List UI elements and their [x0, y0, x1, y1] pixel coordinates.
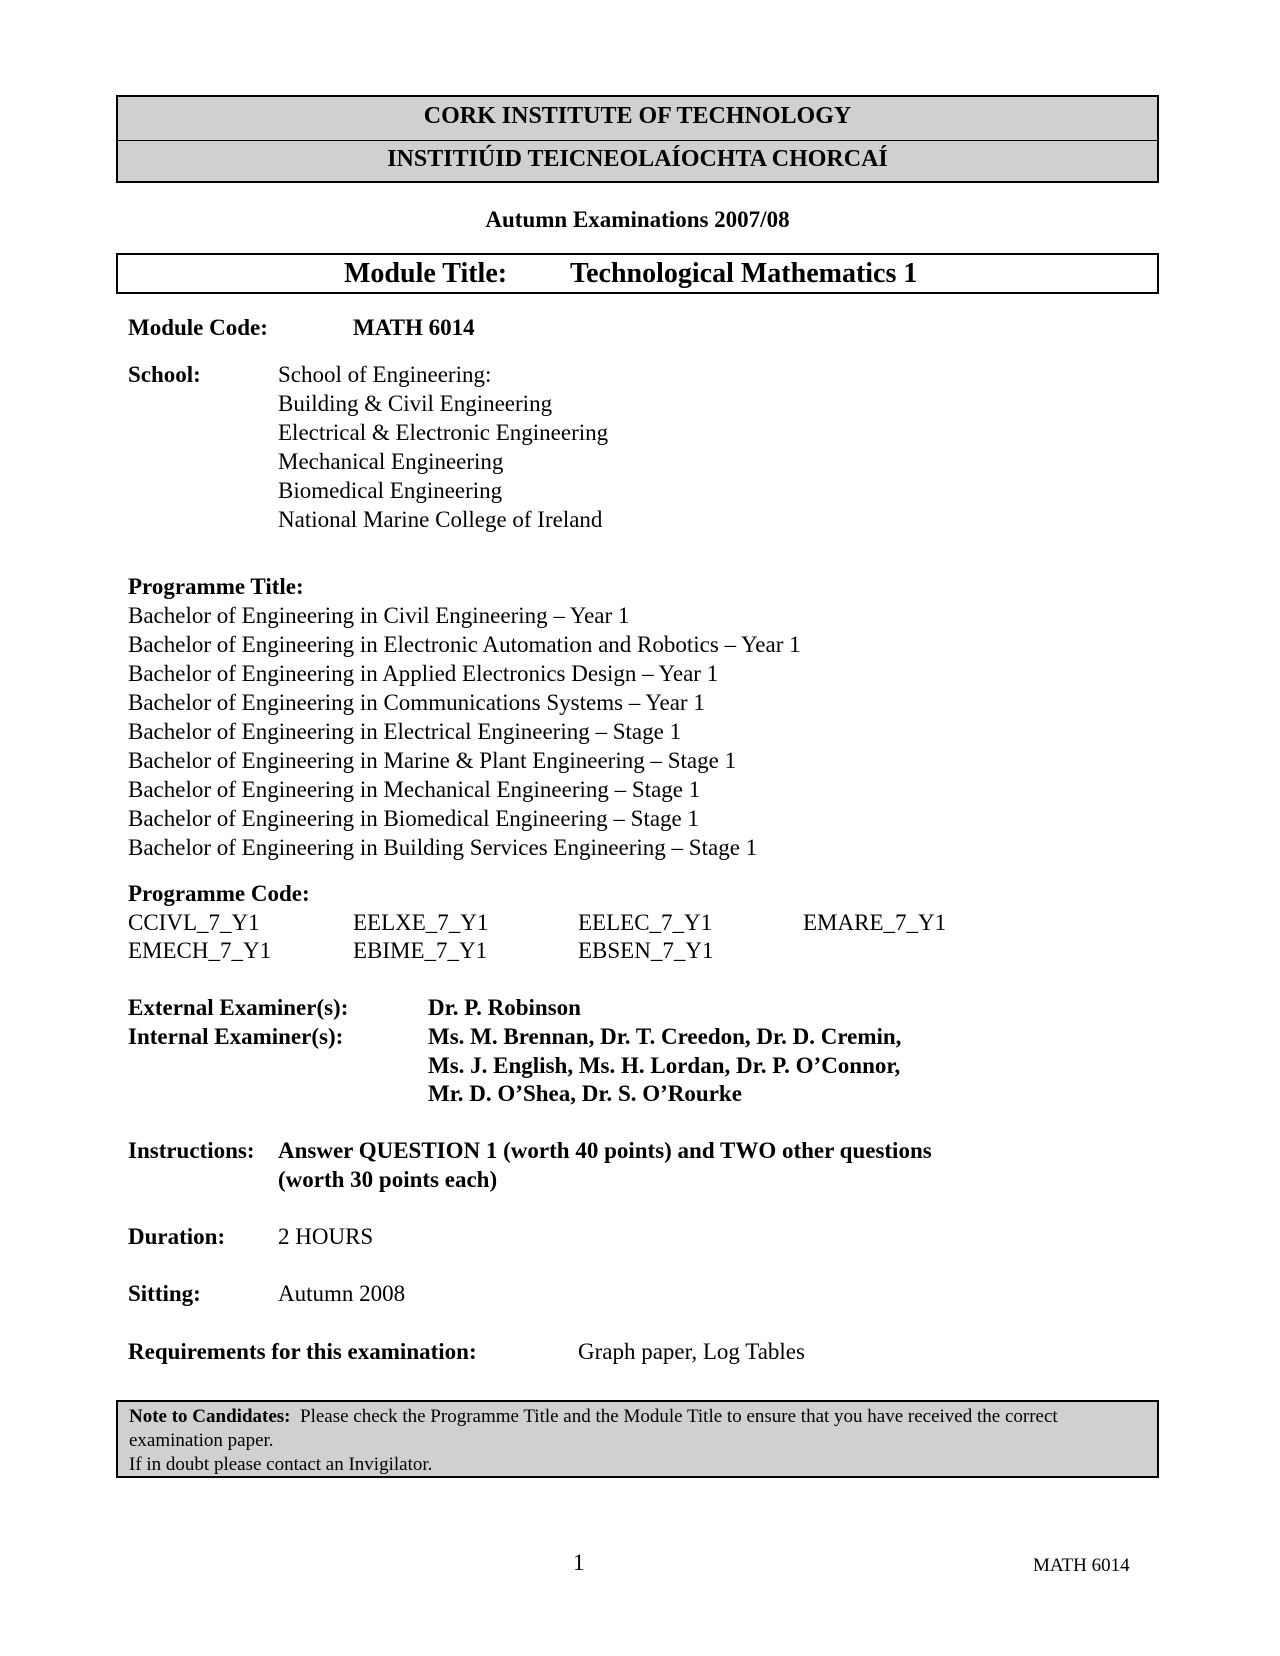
- sitting-label: Sitting:: [128, 1281, 201, 1306]
- note-text: [129, 1405, 1146, 1453]
- programme-title-list: [128, 601, 801, 862]
- programme-code-label: Programme Code:: [128, 881, 310, 906]
- external-examiner-label: External Examiner(s):: [128, 995, 349, 1020]
- programme-title-item: Bachelor of Engineering in Communications Systems – Year 1: [128, 690, 705, 715]
- programme-title-item: Bachelor of Engineering in Electronic Automation and Robotics – Year 1: [128, 632, 801, 657]
- page-number: 1: [573, 1550, 585, 1575]
- duration-label: Duration:: [128, 1224, 226, 1249]
- institute-name-irish: INSTITIÚID TEICNEOLAÍOCHTA CHORCAÍ: [387, 146, 888, 172]
- programme-title-item: Bachelor of Engineering in Civil Engineering – Year 1: [128, 603, 630, 628]
- school-line: Biomedical Engineering: [278, 478, 503, 503]
- footer-module-code: MATH 6014: [1033, 1555, 1130, 1576]
- module-code-value: MATH 6014: [353, 315, 475, 340]
- requirements-value: Graph paper, Log Tables: [578, 1339, 805, 1364]
- school-line: Mechanical Engineering: [278, 449, 504, 474]
- school-line: Electrical & Electronic Engineering: [278, 420, 609, 445]
- programme-code: EBIME_7_Y1: [353, 938, 488, 963]
- duration-value: 2 HOURS: [278, 1224, 374, 1249]
- module-title-box: [116, 253, 1159, 294]
- school-list: [278, 360, 608, 534]
- requirements-label: Requirements for this examination:: [128, 1339, 477, 1364]
- note-label: Note to Candidates:: [129, 1406, 291, 1427]
- note-to-candidates: [116, 1400, 1159, 1478]
- programme-title-label: Programme Title:: [128, 574, 304, 599]
- school-line: School of Engineering:: [278, 362, 492, 387]
- programme-title-item: Bachelor of Engineering in Mechanical Engineering – Stage 1: [128, 777, 701, 802]
- school-line: National Marine College of Ireland: [278, 507, 603, 532]
- external-examiner-value: Dr. P. Robinson: [428, 995, 581, 1020]
- programme-code: CCIVL_7_Y1: [128, 910, 260, 935]
- programme-code: EBSEN_7_Y1: [578, 938, 714, 963]
- internal-examiner-label: Internal Examiner(s):: [128, 1024, 344, 1049]
- school-label: School:: [128, 362, 201, 387]
- programme-title-item: Bachelor of Engineering in Marine & Plant Engineering – Stage 1: [128, 748, 737, 773]
- note-line2: If in doubt please contact an Invigilator.: [129, 1454, 433, 1475]
- programme-code: EMARE_7_Y1: [803, 910, 947, 935]
- module-title-value: Technological Mathematics 1: [570, 258, 918, 289]
- programme-title-item: Bachelor of Engineering in Biomedical Engineering – Stage 1: [128, 806, 700, 831]
- programme-title-item: Bachelor of Engineering in Applied Electronics Design – Year 1: [128, 661, 719, 686]
- programme-code: EELXE_7_Y1: [353, 910, 489, 935]
- instructions-line: Answer QUESTION 1 (worth 40 points) and TWO other questions: [278, 1138, 932, 1163]
- sitting-value: Autumn 2008: [278, 1281, 406, 1306]
- internal-examiner-line: Ms. J. English, Ms. H. Lordan, Dr. P. O’Connor,: [428, 1053, 901, 1078]
- internal-examiner-line: Mr. D. O’Shea, Dr. S. O’Rourke: [428, 1081, 742, 1106]
- programme-code: EELEC_7_Y1: [578, 910, 713, 935]
- school-line: Building & Civil Engineering: [278, 391, 553, 416]
- instructions-line: (worth 30 points each): [278, 1167, 498, 1192]
- header-divider: [118, 140, 1157, 141]
- programme-title-item: Bachelor of Engineering in Electrical Engineering – Stage 1: [128, 719, 682, 744]
- note-body: Please check the Programme Title and the Module Title to ensure that you have received the correct examination paper.: [129, 1406, 1058, 1451]
- programme-code: EMECH_7_Y1: [128, 938, 272, 963]
- exam-session-title: Autumn Examinations 2007/08: [485, 207, 790, 232]
- institute-header: [116, 95, 1159, 183]
- internal-examiner-line: Ms. M. Brennan, Dr. T. Creedon, Dr. D. Cremin,: [428, 1024, 902, 1049]
- module-code-label: Module Code:: [128, 315, 268, 340]
- programme-title-item: Bachelor of Engineering in Building Services Engineering – Stage 1: [128, 835, 758, 860]
- instructions-label: Instructions:: [128, 1138, 255, 1163]
- module-title-label: Module Title:: [344, 258, 508, 289]
- institute-name-english: CORK INSTITUTE OF TECHNOLOGY: [423, 103, 852, 129]
